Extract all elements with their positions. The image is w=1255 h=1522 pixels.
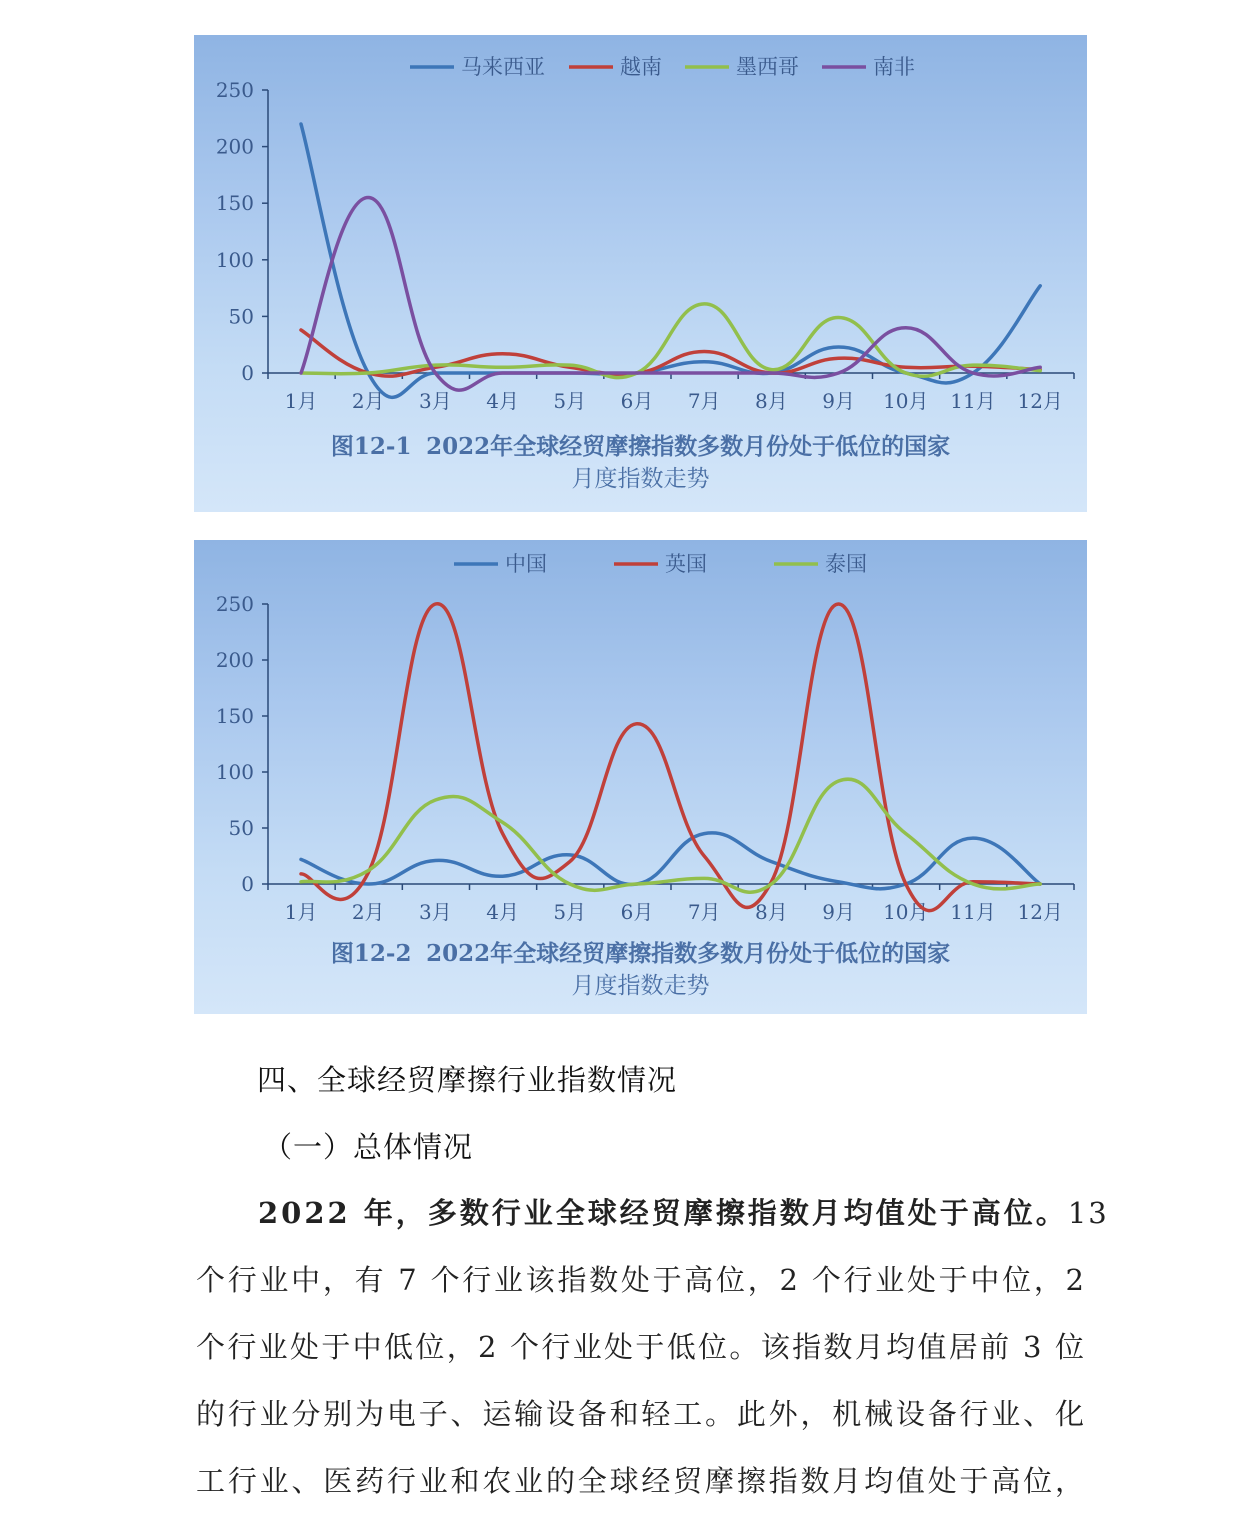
chart-panel-1 [194, 35, 1087, 512]
series-line-1 [301, 124, 1040, 397]
x-tick-label: 12月 [1017, 389, 1063, 413]
chart-1-caption-line1: 2022年全球经贸摩擦指数多数月份处于低位的国家 [426, 433, 951, 460]
body-paragraph [196, 1180, 1109, 1515]
x-tick-label: 1月 [284, 389, 318, 413]
y-tick-label: 50 [228, 304, 254, 329]
para-line-1 [196, 1180, 1109, 1247]
chart-2-caption-line2: 月度指数走势 [571, 973, 710, 999]
x-tick-label: 9月 [822, 900, 855, 924]
x-tick-label: 2月 [351, 389, 385, 413]
y-tick-label: 200 [215, 648, 254, 672]
x-tick-label: 7月 [687, 900, 721, 924]
y-tick-label: 250 [215, 592, 254, 616]
x-tick-label: 4月 [486, 900, 519, 924]
y-tick-label: 0 [241, 872, 254, 896]
legend-label: 英国 [665, 552, 707, 576]
chart-2-caption-fig: 图12-2 [330, 940, 412, 967]
section-subheading: （一）总体情况 [263, 1130, 474, 1164]
y-tick-label: 150 [215, 704, 254, 728]
x-tick-label: 5月 [553, 900, 587, 924]
legend-label: 墨西哥 [736, 55, 799, 79]
chart-1-caption-fig: 图12-1 [330, 433, 412, 460]
y-tick-label: 0 [241, 361, 254, 385]
para-line-4: 的行业分别为电子、运输设备和轻工。此外，机械设备行业、化 [196, 1397, 1086, 1431]
y-tick-label: 100 [215, 760, 254, 784]
y-tick-label: 50 [228, 816, 254, 840]
y-tick-label: 150 [215, 191, 254, 216]
y-tick-label: 200 [215, 134, 254, 159]
x-tick-label: 9月 [822, 389, 855, 413]
chart-2-caption-line1: 2022年全球经贸摩擦指数多数月份处于低位的国家 [426, 940, 951, 967]
chart-2-caption [194, 938, 1087, 1002]
y-tick-label: 100 [215, 247, 254, 272]
x-tick-label: 7月 [687, 389, 721, 413]
legend-label: 南非 [873, 55, 915, 79]
para-lead: 2022 年，多数行业全球经贸摩擦指数月均值处于高位。 [258, 1196, 1068, 1230]
chart-1-caption [194, 431, 1087, 495]
x-tick-label: 6月 [620, 389, 654, 413]
x-tick-label: 6月 [620, 900, 654, 924]
legend-label: 中国 [505, 552, 547, 576]
x-tick-label: 8月 [755, 389, 788, 413]
legend-label: 泰国 [825, 552, 867, 576]
x-tick-label: 11月 [950, 900, 996, 924]
chart-panel-2 [194, 540, 1087, 1014]
para-line-2: 个行业中，有 7 个行业该指数处于高位，2 个行业处于中位，2 [196, 1263, 1086, 1297]
series-line-2 [301, 604, 1040, 911]
para-line-3: 个行业处于中低位，2 个行业处于低位。该指数月均值居前 3 位 [196, 1330, 1086, 1364]
x-tick-label: 5月 [553, 389, 587, 413]
chart-1-caption-line2: 月度指数走势 [571, 466, 710, 492]
x-tick-label: 11月 [950, 389, 996, 413]
legend-label: 越南 [620, 55, 662, 79]
x-tick-label: 3月 [419, 389, 452, 413]
x-tick-label: 12月 [1017, 900, 1063, 924]
x-tick-label: 10月 [883, 900, 929, 924]
para-line-5: 工行业、医药行业和农业的全球经贸摩擦指数月均值处于高位， [196, 1464, 1086, 1498]
x-tick-label: 8月 [755, 900, 788, 924]
x-tick-label: 3月 [419, 900, 452, 924]
section-heading: 四、全球经贸摩擦行业指数情况 [257, 1063, 678, 1097]
para-line1-rest: 13 [1067, 1196, 1109, 1230]
x-tick-label: 10月 [883, 389, 929, 413]
y-tick-label: 250 [215, 78, 254, 102]
x-tick-label: 2月 [351, 900, 385, 924]
series-line-3 [301, 779, 1040, 892]
legend-label: 马来西亚 [461, 55, 545, 79]
x-tick-label: 4月 [486, 389, 519, 413]
x-tick-label: 1月 [284, 900, 318, 924]
